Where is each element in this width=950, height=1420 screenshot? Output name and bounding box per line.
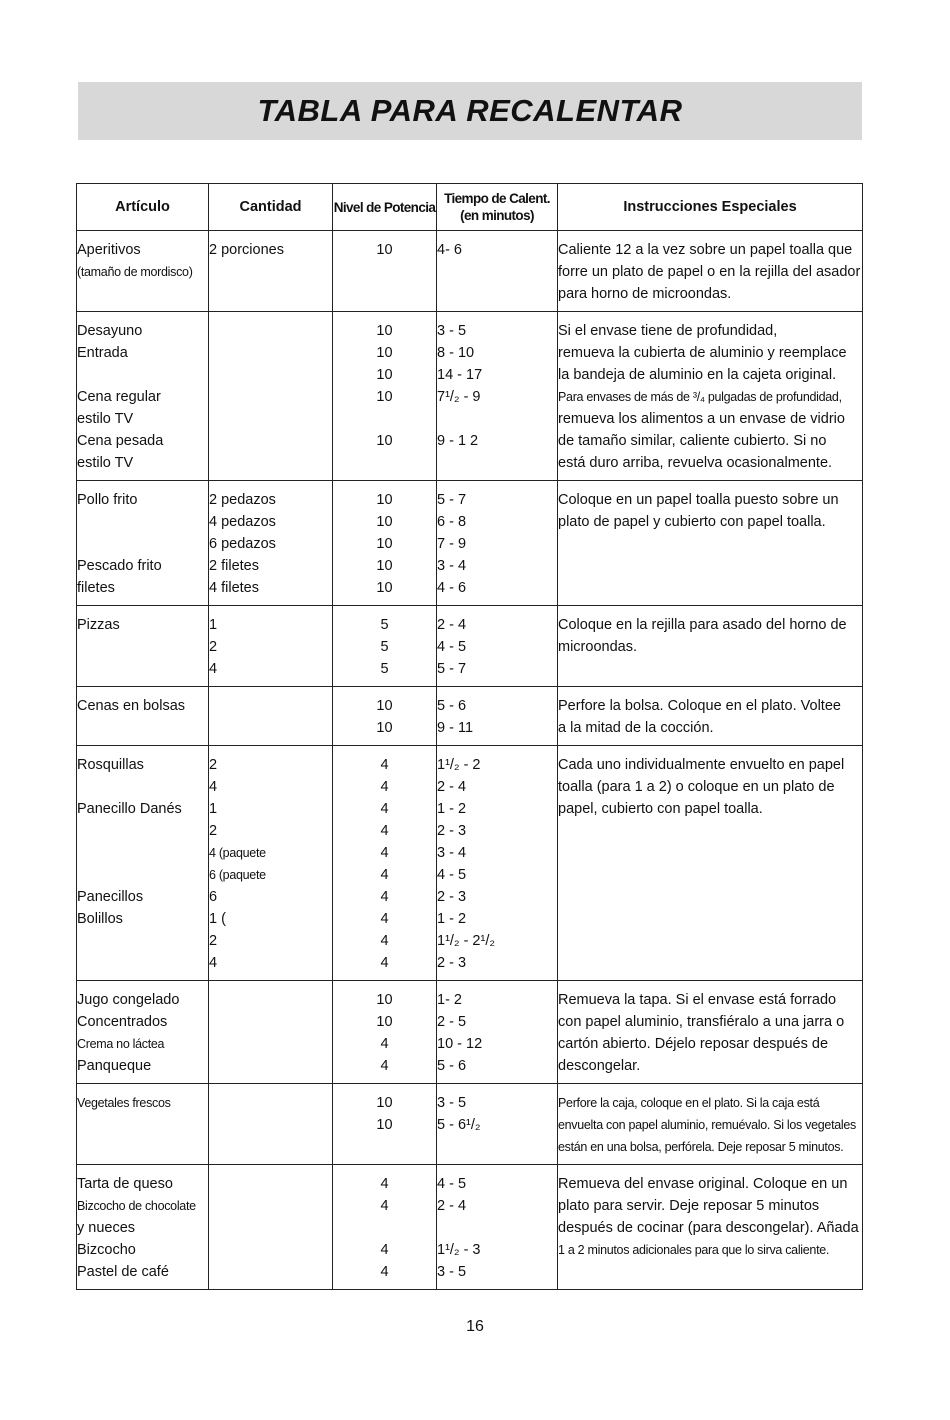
power-cell xyxy=(333,1084,437,1165)
title-bar xyxy=(78,82,862,140)
cell-line: forre un plato de papel o en la rejilla del asador xyxy=(558,264,861,280)
cell-line: plato para servir. Deje reposar 5 minutos xyxy=(558,1198,820,1214)
header-item: Artículo xyxy=(77,184,209,231)
cell-line: 2 - 4 xyxy=(437,779,467,795)
cell-line: 2 - 3 xyxy=(437,889,467,905)
cell-line xyxy=(209,261,332,283)
cell-line: 2 xyxy=(209,933,218,949)
cell-line xyxy=(77,364,208,386)
cell-line: 4 pedazos xyxy=(209,514,276,530)
cell-line: 4 xyxy=(209,955,218,971)
cell-line: 10 xyxy=(376,345,393,361)
cell-line: 6 pedazos xyxy=(209,536,276,552)
cell-line: Bolillos xyxy=(77,911,123,927)
cell-line: filetes xyxy=(77,580,115,596)
instructions-cell xyxy=(558,606,863,687)
power-cell xyxy=(333,687,437,746)
time-cell xyxy=(437,746,558,981)
cell-line: Rosquillas xyxy=(77,757,144,773)
cell-line: 10 xyxy=(376,536,393,552)
cell-line: Remueva del envase original. Coloque en un xyxy=(558,1176,848,1192)
cell-line: 10 xyxy=(376,242,393,258)
cell-line: Tarta de queso xyxy=(77,1176,173,1192)
cell-line: 4 xyxy=(380,1058,389,1074)
cell-line: 7 - 9 xyxy=(437,536,467,552)
power-cell xyxy=(333,981,437,1084)
cell-line: 4 xyxy=(209,779,218,795)
time-cell xyxy=(437,1165,558,1290)
power-cell xyxy=(333,231,437,312)
cell-line: estilo TV xyxy=(77,455,134,471)
cell-line: con papel aluminio, transfiéralo a una jarra o xyxy=(558,1014,845,1030)
cell-line: 4 xyxy=(380,955,389,971)
cell-line: 5 xyxy=(380,661,389,677)
header-time xyxy=(437,184,558,231)
cell-line: 1¹/₂ - 2 xyxy=(437,757,481,773)
cell-line: envuelta con papel aluminio, remuévalo. Si los vegetales xyxy=(558,1118,856,1132)
cell-line: 7¹/₂ - 9 xyxy=(437,389,481,405)
instructions-cell xyxy=(558,746,863,981)
cell-line: Panecillos xyxy=(77,889,144,905)
cell-line: 4 xyxy=(380,757,389,773)
item-cell xyxy=(77,231,209,312)
cell-line: y nueces xyxy=(77,1220,136,1236)
cell-line: después de cocinar (para descongelar). Añada xyxy=(558,1220,859,1236)
cell-line: 3 - 5 xyxy=(437,1095,467,1111)
cell-line: Coloque en un papel toalla puesto sobre un xyxy=(558,492,839,508)
table-header-row xyxy=(77,184,863,231)
cell-line: 1 ( xyxy=(209,911,226,927)
header-time-line1: Tiempo de Calent. xyxy=(444,191,550,206)
cell-line: 4 xyxy=(380,933,389,949)
header-instructions: Instrucciones Especiales xyxy=(558,184,863,231)
cell-line: 2 - 5 xyxy=(437,1014,467,1030)
cell-line xyxy=(437,261,557,283)
time-cell xyxy=(437,606,558,687)
cell-line: 9 - 1 2 xyxy=(437,433,479,449)
cell-line: 3 - 5 xyxy=(437,323,467,339)
time-cell xyxy=(437,687,558,746)
cell-line: 5 xyxy=(380,639,389,655)
cell-line: remueva la cubierta de aluminio y reemplace xyxy=(558,345,847,361)
power-cell xyxy=(333,746,437,981)
cell-line xyxy=(77,864,208,886)
cell-line: Pollo frito xyxy=(77,492,138,508)
cell-line: 4 xyxy=(380,823,389,839)
cell-line: 10 xyxy=(376,367,393,383)
cell-line: 3 - 5 xyxy=(437,1264,467,1280)
cell-line: está duro arriba, revuelva ocasionalmente. xyxy=(558,455,833,471)
instructions-cell xyxy=(558,1165,863,1290)
cell-line: a la mitad de la cocción. xyxy=(558,720,714,736)
cell-line: 3 - 4 xyxy=(437,558,467,574)
table-row xyxy=(77,312,863,481)
cell-line: 4 - 5 xyxy=(437,867,467,883)
cell-line: 2 xyxy=(209,757,218,773)
cell-line: Entrada xyxy=(77,345,128,361)
cell-line: 5 xyxy=(380,617,389,633)
cell-line: 10 xyxy=(376,720,393,736)
cell-line: 1¹/₂ - 2¹/₂ xyxy=(437,933,495,949)
table-row xyxy=(77,687,863,746)
cell-line: Perfore la bolsa. Coloque en el plato. Voltee xyxy=(558,698,841,714)
instructions-cell xyxy=(558,312,863,481)
cell-line: 2 pedazos xyxy=(209,492,276,508)
cell-line xyxy=(209,1261,332,1283)
cell-line xyxy=(209,364,332,386)
time-cell xyxy=(437,231,558,312)
cell-line xyxy=(77,658,208,680)
cell-line: 14 - 17 xyxy=(437,367,483,383)
cell-line: 4 - 5 xyxy=(437,639,467,655)
time-cell xyxy=(437,481,558,606)
quantity-cell xyxy=(209,981,333,1084)
quantity-cell xyxy=(209,687,333,746)
cell-line: plato de papel y cubierto con papel toalla. xyxy=(558,514,826,530)
cell-line: 10 - 12 xyxy=(437,1036,483,1052)
cell-line xyxy=(333,408,436,430)
cell-line: toalla (para 1 a 2) o coloque en un plato de xyxy=(558,779,835,795)
cell-line: remueva los alimentos a un envase de vidrio xyxy=(558,411,845,427)
cell-line: 10 xyxy=(376,992,393,1008)
cell-line: Remueva la tapa. Si el envase está forrado xyxy=(558,992,837,1008)
power-cell xyxy=(333,481,437,606)
cell-line: 2 - 3 xyxy=(437,955,467,971)
time-cell xyxy=(437,1084,558,1165)
cell-line xyxy=(209,408,332,430)
cell-line: 4 xyxy=(380,1036,389,1052)
header-quantity: Cantidad xyxy=(209,184,333,231)
cell-line xyxy=(209,1033,332,1055)
time-cell xyxy=(437,981,558,1084)
cell-line: 1¹/₂ - 3 xyxy=(437,1242,481,1258)
cell-line: 4 - 5 xyxy=(437,1176,467,1192)
table-row xyxy=(77,1084,863,1165)
cell-line xyxy=(77,717,208,739)
cell-line: 4 xyxy=(380,1198,389,1214)
cell-line xyxy=(77,820,208,842)
cell-line: Caliente 12 a la vez sobre un papel toalla que xyxy=(558,242,853,258)
cell-line: Cada uno individualmente envuelto en papel xyxy=(558,757,845,773)
cell-line: 1 a 2 minutos adicionales para que lo sirva caliente. xyxy=(558,1243,830,1257)
power-cell xyxy=(333,606,437,687)
cell-line: 1 xyxy=(209,617,218,633)
quantity-cell xyxy=(209,1165,333,1290)
cell-line: Pizzas xyxy=(77,617,120,633)
instructions-cell xyxy=(558,981,863,1084)
cell-line: 4 xyxy=(380,1264,389,1280)
cell-line: 6 - 8 xyxy=(437,514,467,530)
cell-line: para horno de microondas. xyxy=(558,286,732,302)
cell-line: 10 xyxy=(376,514,393,530)
cell-line: (tamaño de mordisco) xyxy=(77,265,193,279)
cell-line xyxy=(437,1217,557,1239)
cell-line: 2 - 3 xyxy=(437,823,467,839)
cell-line: 10 xyxy=(376,558,393,574)
cell-line xyxy=(437,408,557,430)
cell-line: 2 xyxy=(209,823,218,839)
instructions-cell xyxy=(558,1084,863,1165)
cell-line: Cena regular xyxy=(77,389,161,405)
cell-line: 4- 6 xyxy=(437,242,462,258)
cell-line: de tamaño similar, caliente cubierto. Si no xyxy=(558,433,827,449)
cell-line: 4 xyxy=(380,911,389,927)
cell-line: 4 xyxy=(209,661,218,677)
cell-line: 4 xyxy=(380,1176,389,1192)
cell-line: Panqueque xyxy=(77,1058,152,1074)
item-cell xyxy=(77,1084,209,1165)
cell-line: Coloque en la rejilla para asado del horno de xyxy=(558,617,847,633)
cell-line: Bizcocho xyxy=(77,1242,136,1258)
cell-line: 4 - 6 xyxy=(437,580,467,596)
page-number: 16 xyxy=(466,1318,484,1335)
reheat-table xyxy=(76,183,863,1290)
cell-line: Panecillo Danés xyxy=(77,801,182,817)
cell-line xyxy=(77,1114,208,1136)
cell-line: Cenas en bolsas xyxy=(77,698,186,714)
cell-line: Si el envase tiene de profundidad, xyxy=(558,323,778,339)
cell-line: están en una bolsa, perfórela. Deje reposar 5 minutos. xyxy=(558,1140,844,1154)
cell-line xyxy=(209,452,332,474)
cell-line: 9 - 11 xyxy=(437,720,474,736)
table-row xyxy=(77,746,863,981)
cell-line: 1- 2 xyxy=(437,992,462,1008)
cell-line: 10 xyxy=(376,698,393,714)
cell-line: 1 xyxy=(209,801,218,817)
header-power: Nivel de Potencia xyxy=(333,184,437,231)
cell-line: 6 xyxy=(209,889,218,905)
cell-line xyxy=(209,386,332,408)
cell-line: 5 - 7 xyxy=(437,661,467,677)
cell-line: estilo TV xyxy=(77,411,134,427)
header-time-line2: (en minutos) xyxy=(460,208,534,223)
cell-line xyxy=(209,1173,332,1195)
cell-line: 10 xyxy=(376,1117,393,1133)
cell-line: 4 xyxy=(380,1242,389,1258)
item-cell xyxy=(77,687,209,746)
cell-line: Aperitivos xyxy=(77,242,141,258)
cell-line: 4 filetes xyxy=(209,580,259,596)
cell-line xyxy=(209,1195,332,1217)
cell-line: 10 xyxy=(376,580,393,596)
cell-line: 2 filetes xyxy=(209,558,259,574)
cell-line xyxy=(209,1011,332,1033)
cell-line: 5 - 6 xyxy=(437,1058,467,1074)
table-row xyxy=(77,1165,863,1290)
table-row xyxy=(77,606,863,687)
cell-line: Jugo congelado xyxy=(77,992,180,1008)
cell-line xyxy=(209,1092,332,1114)
cell-line: Pastel de café xyxy=(77,1264,169,1280)
cell-line: 10 xyxy=(376,1095,393,1111)
cell-line xyxy=(209,430,332,452)
cell-line xyxy=(77,952,208,974)
quantity-cell xyxy=(209,231,333,312)
instructions-cell xyxy=(558,687,863,746)
cell-line xyxy=(209,695,332,717)
cell-line: 1 - 2 xyxy=(437,911,467,927)
cell-line xyxy=(209,1114,332,1136)
cell-line xyxy=(209,1239,332,1261)
cell-line: 4 xyxy=(380,801,389,817)
cell-line: 4 xyxy=(380,779,389,795)
cell-line xyxy=(77,533,208,555)
item-cell xyxy=(77,481,209,606)
cell-line xyxy=(333,261,436,283)
cell-line xyxy=(209,1055,332,1077)
instructions-cell xyxy=(558,481,863,606)
page-title: TABLA PARA RECALENTAR xyxy=(257,93,683,128)
cell-line: 1 - 2 xyxy=(437,801,467,817)
cell-line xyxy=(77,842,208,864)
cell-line: 10 xyxy=(376,1014,393,1030)
item-cell xyxy=(77,746,209,981)
item-cell xyxy=(77,981,209,1084)
item-cell xyxy=(77,1165,209,1290)
cell-line: Crema no láctea xyxy=(77,1037,165,1051)
power-cell xyxy=(333,1165,437,1290)
cell-line: 2 - 4 xyxy=(437,1198,467,1214)
cell-line: 3 - 4 xyxy=(437,845,467,861)
item-cell xyxy=(77,606,209,687)
cell-line xyxy=(209,989,332,1011)
table-row xyxy=(77,481,863,606)
cell-line: 5 - 6¹/₂ xyxy=(437,1117,481,1133)
table-row xyxy=(77,231,863,312)
cell-line: 10 xyxy=(376,433,393,449)
cell-line: 6 (paquete xyxy=(209,868,266,882)
item-cell xyxy=(77,312,209,481)
cell-line: Para envases de más de ³/₄ pulgadas de profundidad, xyxy=(558,390,842,404)
cell-line xyxy=(209,717,332,739)
cell-line: Bizcocho de chocolate xyxy=(77,1199,196,1213)
cell-line: 4 xyxy=(380,889,389,905)
cell-line xyxy=(209,342,332,364)
cell-line: 10 xyxy=(376,323,393,339)
cell-line xyxy=(77,776,208,798)
cell-line: 10 xyxy=(376,492,393,508)
cell-line xyxy=(77,636,208,658)
cell-line: 2 - 4 xyxy=(437,617,467,633)
cell-line: la bandeja de aluminio en la cajeta original. xyxy=(558,367,837,383)
quantity-cell xyxy=(209,606,333,687)
cell-line: 8 - 10 xyxy=(437,345,475,361)
cell-line: Cena pesada xyxy=(77,433,164,449)
cell-line: 5 - 6 xyxy=(437,698,467,714)
cell-line: 2 porciones xyxy=(209,242,284,258)
cell-line xyxy=(77,930,208,952)
cell-line: Pescado frito xyxy=(77,558,162,574)
table-row xyxy=(77,981,863,1084)
table-body xyxy=(77,231,863,1290)
cell-line: Concentrados xyxy=(77,1014,168,1030)
cell-line: 10 xyxy=(376,389,393,405)
cell-line: 2 xyxy=(209,639,218,655)
power-cell xyxy=(333,312,437,481)
cell-line xyxy=(209,1217,332,1239)
cell-line xyxy=(333,1217,436,1239)
quantity-cell xyxy=(209,481,333,606)
cell-line: microondas. xyxy=(558,639,637,655)
cell-line: papel, cubierto con papel toalla. xyxy=(558,801,763,817)
quantity-cell xyxy=(209,312,333,481)
cell-line: Desayuno xyxy=(77,323,143,339)
quantity-cell xyxy=(209,1084,333,1165)
cell-line: Perfore la caja, coloque en el plato. Si la caja está xyxy=(558,1096,820,1110)
cell-line: 5 - 7 xyxy=(437,492,467,508)
cell-line: cartón abierto. Déjelo reposar después de xyxy=(558,1036,829,1052)
cell-line: Vegetales frescos xyxy=(77,1096,171,1110)
cell-line xyxy=(77,511,208,533)
cell-line xyxy=(437,452,557,474)
quantity-cell xyxy=(209,746,333,981)
cell-line: 4 (paquete xyxy=(209,846,266,860)
cell-line xyxy=(333,452,436,474)
cell-line: 4 xyxy=(380,845,389,861)
cell-line xyxy=(209,320,332,342)
cell-line: 4 xyxy=(380,867,389,883)
cell-line: descongelar. xyxy=(558,1058,641,1074)
instructions-cell xyxy=(558,231,863,312)
time-cell xyxy=(437,312,558,481)
